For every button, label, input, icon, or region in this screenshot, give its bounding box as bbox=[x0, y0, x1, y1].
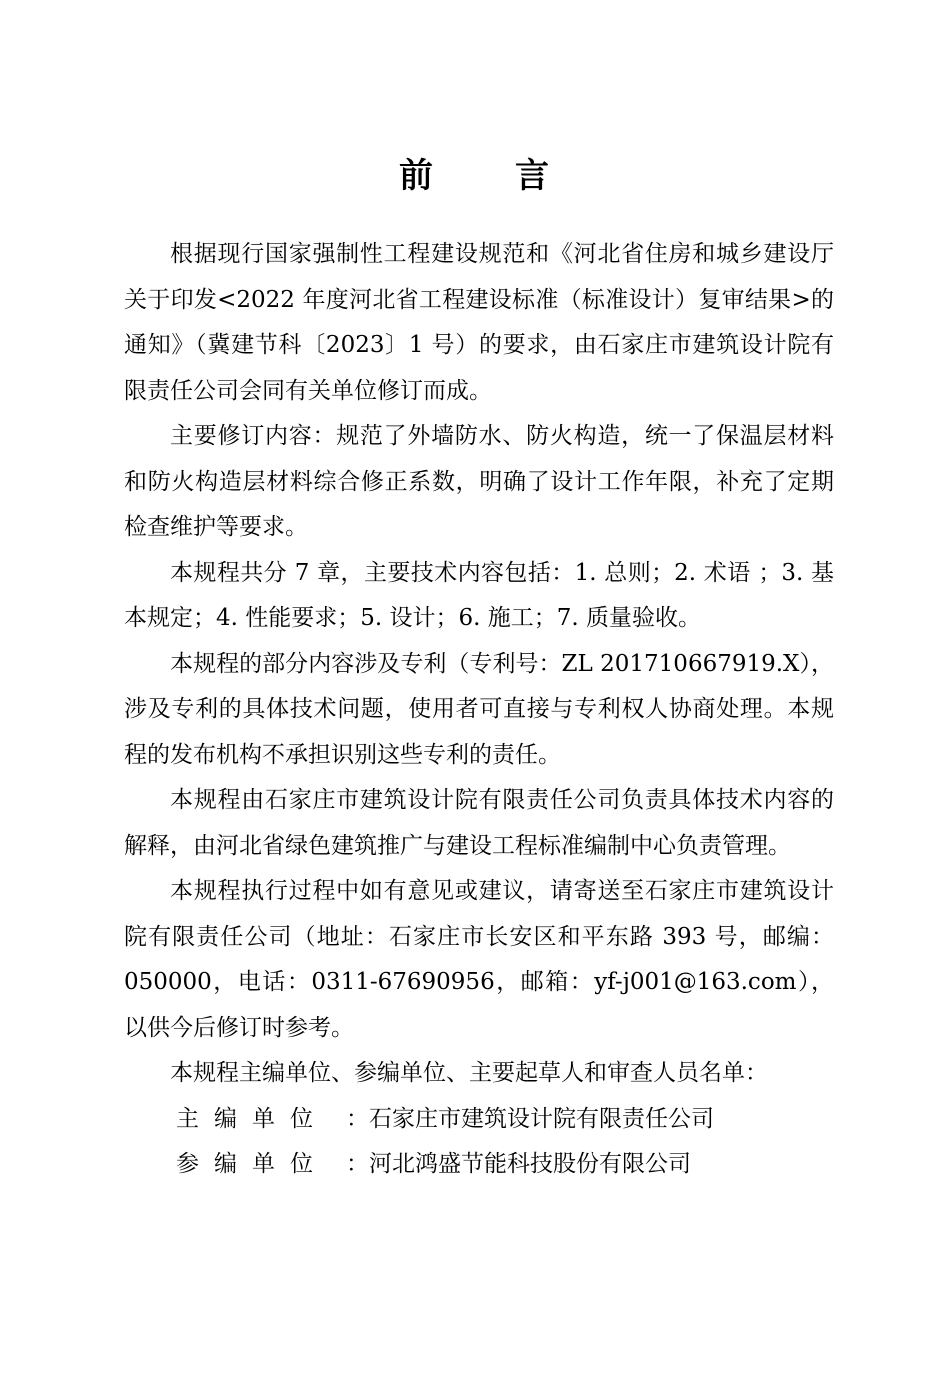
document-body bbox=[124, 232, 834, 1188]
label-char: 位 bbox=[290, 1105, 313, 1132]
participating-unit-value: 河北鸿盛节能科技股份有限公司 bbox=[369, 1151, 691, 1177]
paragraph-basis: 根据现行国家强制性工程建设规范和《河北省住房和城乡建设厅关于印发<2022 年度河北省工程建设标准（标准设计）复审结果>的通知》（冀建节科〔2023〕1 号）的要求，由石家庄市建筑设计院有限责任公司会同有关单位修订而成。 bbox=[124, 241, 834, 404]
chief-unit-label bbox=[176, 1097, 346, 1143]
title-char-1: 前 bbox=[399, 156, 435, 196]
label-char: 主 bbox=[176, 1105, 199, 1132]
label-char: 单 bbox=[252, 1105, 275, 1132]
paragraph-units-intro: 本规程主编单位、参编单位、主要起草人和审查人员名单： bbox=[170, 1060, 768, 1086]
label-char: 编 bbox=[214, 1105, 237, 1132]
label-char: 编 bbox=[214, 1151, 237, 1177]
page-title bbox=[0, 150, 950, 202]
label-char: 单 bbox=[252, 1151, 275, 1177]
participating-unit-separator: ： bbox=[346, 1151, 369, 1177]
chief-unit-value: 石家庄市建筑设计院有限责任公司 bbox=[369, 1105, 714, 1132]
label-char: 位 bbox=[290, 1151, 313, 1177]
title-char-2: 言 bbox=[515, 156, 551, 196]
label-char: 参 bbox=[176, 1151, 199, 1177]
chief-unit-line bbox=[124, 1097, 834, 1143]
chief-unit-separator: ： bbox=[346, 1105, 369, 1132]
paragraph-patent: 本规程的部分内容涉及专利（专利号：ZL 201710667919.X），涉及专利的具体技术问题，使用者可直接与专利权人协商处理。本规程的发布机构不承担识别这些专利的责任。 bbox=[124, 650, 834, 768]
paragraph-interpretation: 本规程由石家庄市建筑设计院有限责任公司负责具体技术内容的解释，由河北省绿色建筑推广与建设工程标准编制中心负责管理。 bbox=[124, 787, 834, 859]
paragraph-revisions: 主要修订内容：规范了外墙防水、防火构造，统一了保温层材料和防火构造层材料综合修正系数，明确了设计工作年限，补充了定期检查维护等要求。 bbox=[124, 423, 834, 540]
participating-unit-label bbox=[176, 1142, 346, 1188]
paragraph-chapters: 本规程共分 7 章，主要技术内容包括：1. 总则；2. 术语 ；3. 基本规定；4. 性能要求；5. 设计；6. 施工；7. 质量验收。 bbox=[124, 559, 834, 631]
participating-unit-line bbox=[124, 1142, 834, 1188]
paragraph-feedback: 本规程执行过程中如有意见或建议，请寄送至石家庄市建筑设计院有限责任公司（地址：石家庄市长安区和平东路 393 号，邮编：050000，电话：0311-67690956，邮箱：yf-j001@163.com），以供今后修订时参考。 bbox=[124, 878, 834, 1041]
